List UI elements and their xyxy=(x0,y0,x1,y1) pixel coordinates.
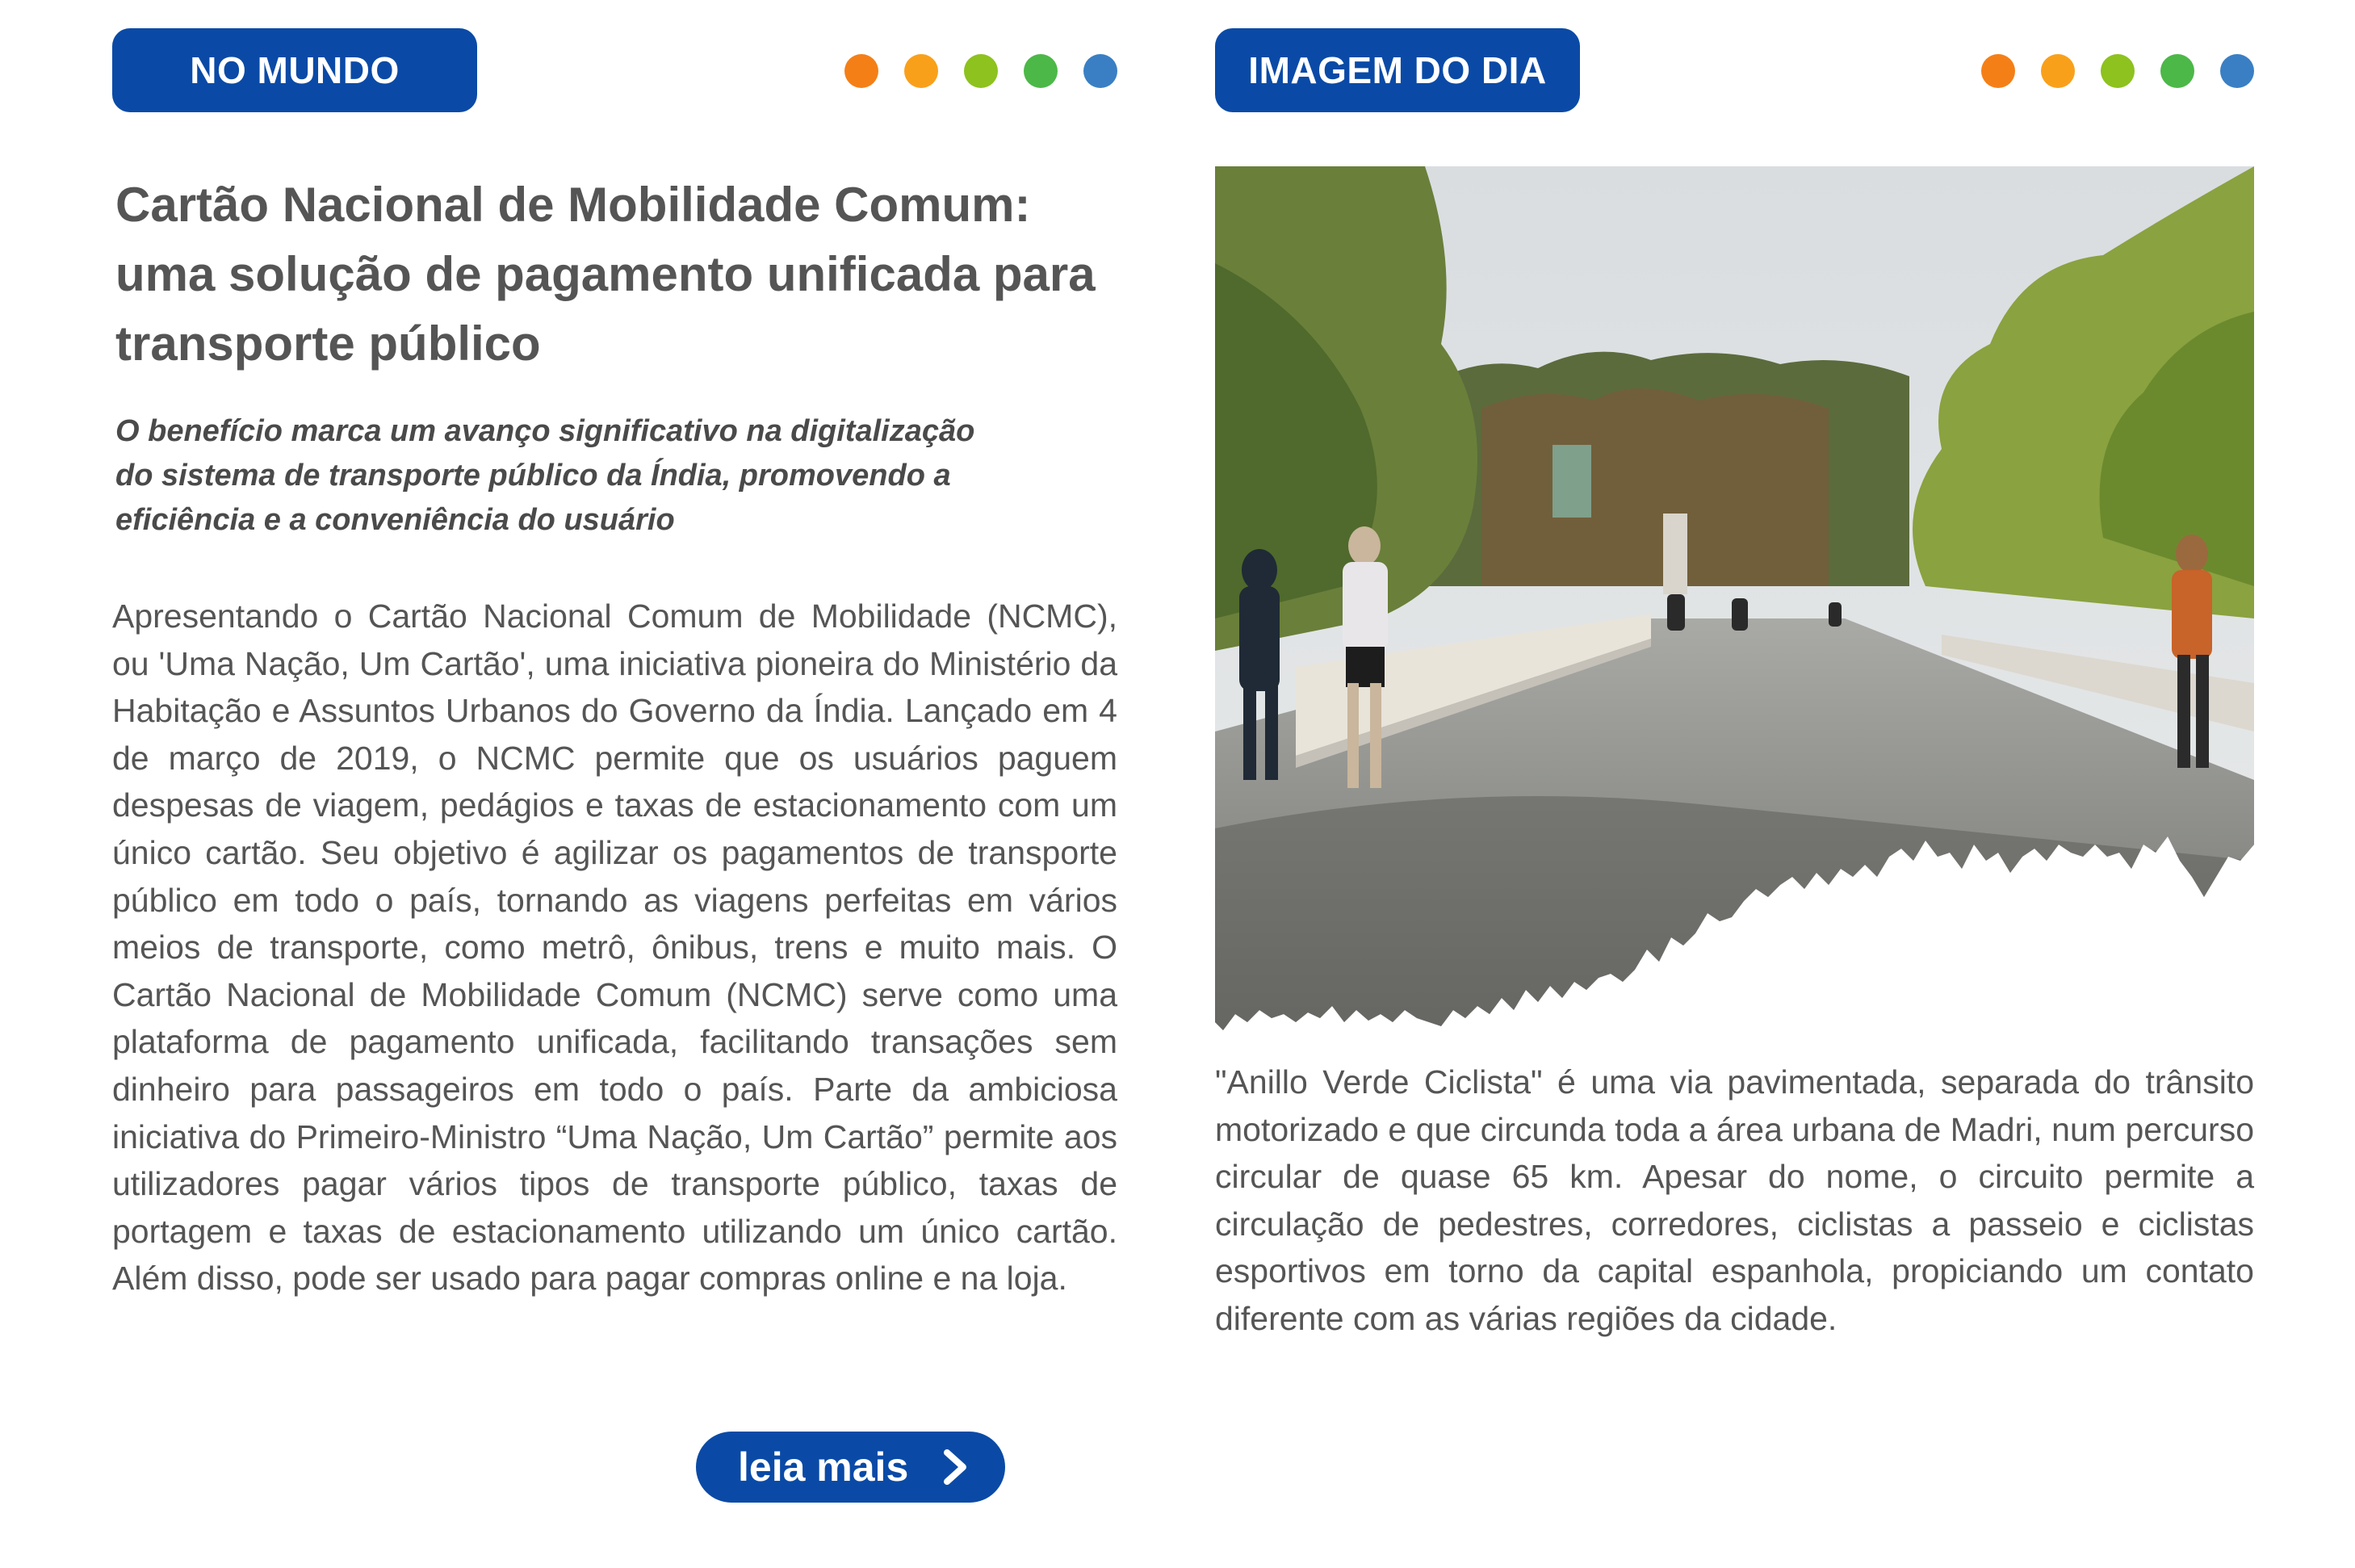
dot-lime xyxy=(2101,54,2135,88)
dot-green xyxy=(2160,54,2194,88)
dot-amber xyxy=(904,54,938,88)
dot-orange xyxy=(1981,54,2015,88)
cyclists-on-bridge-photo xyxy=(1215,166,2254,1030)
dot-blue xyxy=(2220,54,2254,88)
decorative-dots xyxy=(844,54,1117,88)
chevron-right-icon xyxy=(941,1449,970,1485)
imagem-do-dia-label: IMAGEM DO DIA xyxy=(1215,28,1580,112)
no-mundo-column xyxy=(112,0,1117,1302)
imagem-do-dia-header xyxy=(1215,28,2254,112)
photo-caption: "Anillo Verde Ciclista" é uma via pavimentada, separada do trânsito motorizado e que circunda toda a área urbana de Madri, num percurso circular de quase 65 km. Apesar do nome, o circuito permite a circulação de pedestres, corredores, ciclistas a passeio e ciclistas esportivos em torno da capital espanhola, propiciando um contato diferente com as várias regiões da cidade. xyxy=(1215,1063,2254,1337)
dot-green xyxy=(1024,54,1058,88)
read-more-button[interactable] xyxy=(696,1432,1005,1503)
decorative-dots xyxy=(1981,54,2254,88)
imagem-do-dia-column xyxy=(1215,0,2254,1568)
no-mundo-label: NO MUNDO xyxy=(112,28,477,112)
no-mundo-header xyxy=(112,28,1117,112)
dot-blue xyxy=(1083,54,1117,88)
article-body: Apresentando o Cartão Nacional Comum de Mobilidade (NCMC), ou 'Uma Nação, Um Cartão', uma iniciativa pioneira do Ministério da Habitação e Assuntos Urbanos do Governo da Índia. Lançado em 4 de março de 2019, o NCMC permite que os usuários paguem despesas de viagem, pedágios e taxas de estacionamento com um único cartão. Seu objetivo é agilizar os pagamentos de transporte público em todo o país, tornando as viagens perfeitas em vários meios de transporte, como metrô, ônibus, trens e muito mais. O Cartão Nacional de Mobilidade Comum (NCMC) serve como uma plataforma de pagamento unificada, facilitando transações sem dinheiro para passageiros em todo o país. Parte da ambiciosa iniciativa do Primeiro-Ministro “Uma Nação, Um Cartão” permite aos utilizadores pagar vários tipos de transporte público, taxas de portagem e taxas de estacionamento utilizando um único cartão. Além disso, pode ser usado para pagar compras online e na loja. xyxy=(112,597,1117,1298)
dot-lime xyxy=(964,54,998,88)
article-headline: Cartão Nacional de Mobilidade Comum: uma solução de pagamento unificada para transporte público xyxy=(115,178,1096,371)
article-subtitle: O benefício marca um avanço significativo na digitalização do sistema de transporte público da Índia, promovendo a eficiência e a conveniência do usuário xyxy=(115,414,975,537)
read-more-label: leia mais xyxy=(738,1444,909,1490)
dot-amber xyxy=(2041,54,2075,88)
dot-orange xyxy=(844,54,878,88)
